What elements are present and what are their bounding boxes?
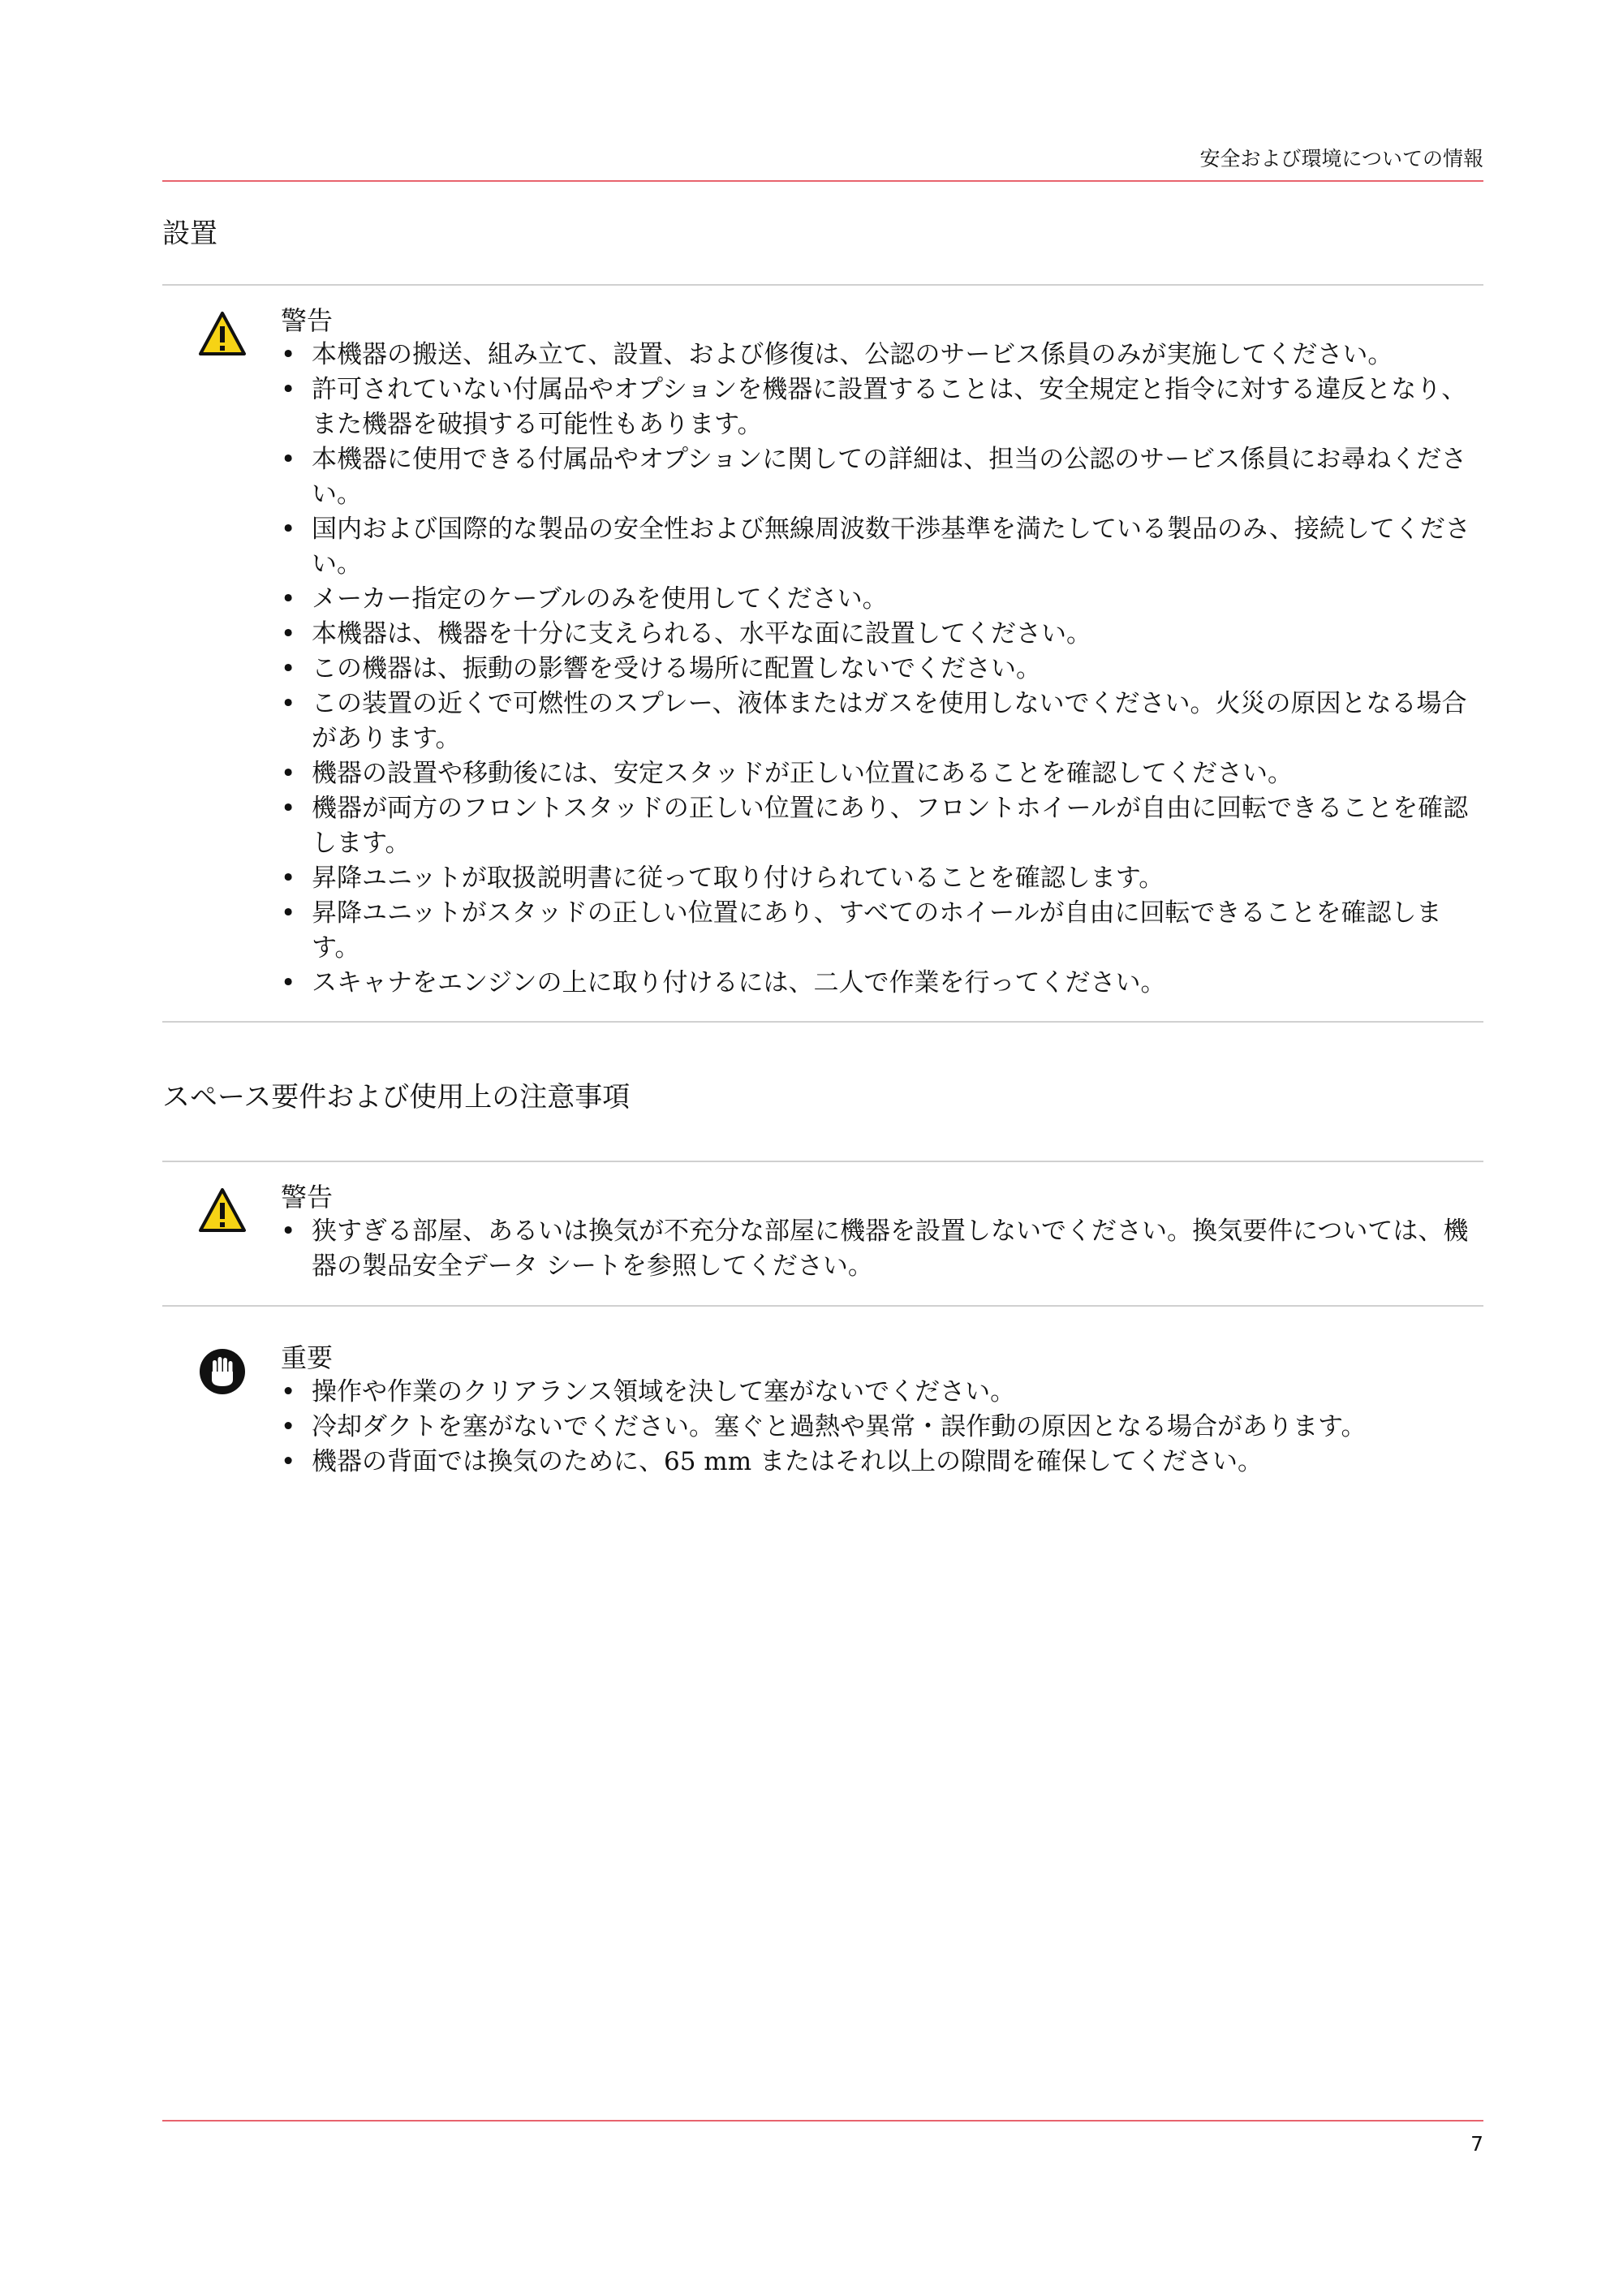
list-item: • 許可されていない付属品やオプションを機器に設置することは、安全規定と指令に対する違反となり、また機器を破損する可能性もあります。 <box>281 373 1483 442</box>
warning-triangle-icon <box>198 1187 247 1235</box>
list-item: • 本機器に使用できる付属品やオプションに関しての詳細は、担当の公認のサービス係員にお尋ねください。 <box>281 442 1483 512</box>
section-title-space-requirements: スペース要件および使用上の注意事項 <box>162 1081 631 1114</box>
warning-label: 警告 <box>281 305 334 336</box>
warning-triangle-icon <box>198 310 247 359</box>
list-item: • この装置の近くで可燃性のスプレー、液体またはガスを使用しないでください。火災の原因となる場合があります。 <box>281 687 1483 756</box>
block-divider <box>162 1021 1483 1023</box>
warning-list <box>281 338 1483 1001</box>
section-title-installation: 設置 <box>162 218 217 250</box>
warning-list <box>281 1214 1483 1284</box>
list-item: • この機器は、振動の影響を受ける場所に配置しないでください。 <box>281 652 1483 687</box>
list-item: • 昇降ユニットが取扱説明書に従って取り付けられていることを確認します。 <box>281 861 1483 896</box>
block-divider <box>162 1161 1483 1162</box>
footer-rule <box>162 2120 1483 2122</box>
list-item: • 狭すぎる部屋、あるいは換気が不充分な部屋に機器を設置しないでください。換気要件については、機器の製品安全データ シートを参照してください。 <box>281 1214 1483 1284</box>
stop-hand-icon <box>198 1347 247 1396</box>
header-rule <box>162 180 1483 182</box>
list-item: • 操作や作業のクリアランス領域を決して塞がないでください。 <box>281 1375 1483 1410</box>
block-divider <box>162 1305 1483 1307</box>
list-item: • メーカー指定のケーブルのみを使用してください。 <box>281 582 1483 617</box>
list-item: • 国内および国際的な製品の安全性および無線周波数干渉基準を満たしている製品のみ、接続してください。 <box>281 512 1483 582</box>
list-item: • 機器の背面では換気のために、65 mm またはそれ以上の隙間を確保してください。 <box>281 1445 1483 1480</box>
list-item: • 機器の設置や移動後には、安定スタッドが正しい位置にあることを確認してください。 <box>281 756 1483 791</box>
list-item: • 昇降ユニットがスタッドの正しい位置にあり、すべてのホイールが自由に回転できることを確認します。 <box>281 896 1483 966</box>
warning-label: 警告 <box>281 1182 334 1213</box>
list-item: • 本機器は、機器を十分に支えられる、水平な面に設置してください。 <box>281 617 1483 652</box>
list-item: • スキャナをエンジンの上に取り付けるには、二人で作業を行ってください。 <box>281 966 1483 1001</box>
list-item: • 機器が両方のフロントスタッドの正しい位置にあり、フロントホイールが自由に回転できることを確認します。 <box>281 791 1483 861</box>
page-number: 7 <box>1470 2132 1483 2156</box>
important-list <box>281 1375 1483 1480</box>
block-divider <box>162 284 1483 286</box>
list-item: • 本機器の搬送、組み立て、設置、および修復は、公認のサービス係員のみが実施してください。 <box>281 338 1483 373</box>
important-label: 重要 <box>281 1342 334 1373</box>
running-header: 安全および環境についての情報 <box>1199 147 1483 170</box>
list-item: • 冷却ダクトを塞がないでください。塞ぐと過熱や異常・誤作動の原因となる場合があります。 <box>281 1410 1483 1445</box>
